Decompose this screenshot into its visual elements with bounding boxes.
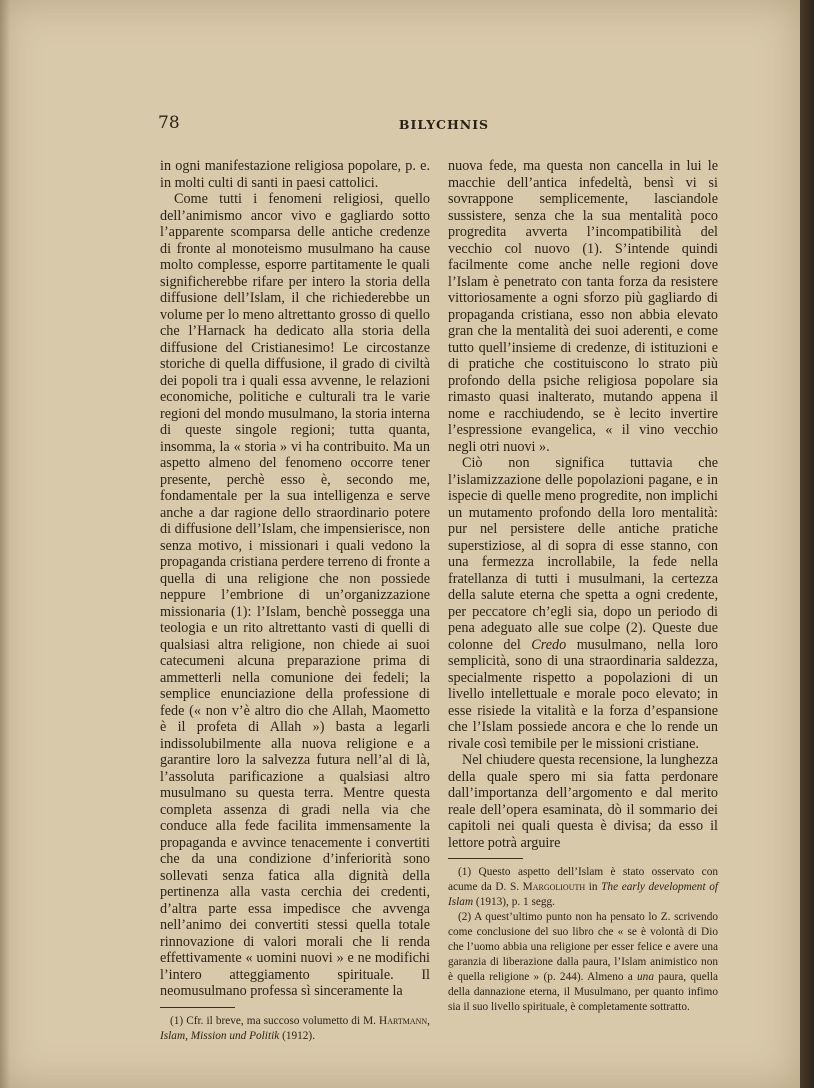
footnote [448,865,718,910]
right-column [448,158,718,1015]
footnote-text: (2) A quest’ultimo punto non ha pensato lo Z. scrivendo come conclusione del suo libro che « se è volontà di Dio che l’uomo abbia una religione per esser felice e avere una garanzia di liberazione dalla paura, l’Islam animistico non è quella religione » (p. 244). Almeno a [448,911,718,983]
footnote-text: (1) Cfr. il breve, ma succoso volumetto di M. [170,1014,380,1027]
footnote-title: Islam, Mission und Politik [160,1029,280,1042]
book-spine [800,0,814,1088]
footnote-text: in [585,881,602,893]
paragraph [448,455,718,752]
page-edge-shadow [0,0,10,1088]
page-header [158,113,730,137]
footnote-rule [448,858,523,859]
footnote-text: (1913), p. 1 segg. [473,896,556,908]
footnote-author: Margoliouth [522,881,586,893]
italic-word: una [637,971,654,983]
footnote-author: Hartmann [379,1014,428,1027]
paragraph: in ogni manifestazione religiosa popolare, p. e. in molti culti di santi in paesi cattolici. [160,158,430,191]
footnote-text: , [427,1014,430,1027]
left-column [160,158,430,1044]
paragraph-text: musulmano, nella loro semplicità, sono di una straordinaria saldezza, specialmente rispetto a popolazioni di un livello intellettuale e morale poco elevato; in esse risiede la vitalità e la forza d’espansione che l’Islam possiede ancora e che lo rende un rivale così temibile per le missioni cristiane. [448,636,718,752]
footnote-text: (1912). [279,1029,316,1042]
paragraph: nuova fede, ma questa non cancella in lui le macchie dell’antica infedeltà, bensì vi si sovrappone semplicemente, lasciandole sussistere, senza che la sua mentalità poco progredita avverta l’incompatibilità del vecchio col nuovo (1). S’intende quindi facilmente come anche nelle regioni dove l’Islam è penetrato con tanta forza da resistere vittoriosamente a ogni sforzo più gagliardo di propaganda cristiana, esso non abbia elevato gran che la mentalità dei suoi aderenti, e come tutto quell’insieme di credenze, di istituzioni e di pratiche che costituiscono lo strato più profondo della psiche religiosa popolare sia rimasto quasi inalterato, mutando appena il nome e racchiudendo, se è lecito invertire l’espressione evangelica, « il vino vecchio negli otri nuovi ». [448,158,718,455]
footnote [448,910,718,1015]
paragraph: Come tutti i fenomeni religiosi, quello dell’animismo ancor vivo e gagliardo sotto l’apparente scomparsa delle antiche credenze di fronte al monoteismo musulmano ha cause molto complesse, esporre partitamente le quali significherebbe rifare per intero la storia della diffusione dell’Islam, il che richiederebbe un volume per lo meno altrettanto grosso di quello che l’Harnack ha dedicato alla storia della diffusione del Cristianesimo! Le circostanze storiche di quella diffusione, il grado di civiltà dei popoli tra i quali essa avvenne, le relazioni economiche, politiche e culturali tra le varie regioni del mondo musulmano, la storia interna di queste singole regioni; tutta quanta, insomma, la « storia » vi ha contribuito. Ma un aspetto almeno del fenomeno occorre tener presente, perchè esso è, secondo me, fondamentale per la sua intelligenza e serve anche a dar ragione dello straordinario potere di diffusione dell’Islam, che impensierisce, non senza motivo, i missionari i quali vedono la propaganda cristiana perdere terreno di fronte a quella di una religione che non possiede neppure l’embrione di un’organizzazione missionaria (1): l’Islam, benchè possegga una teologia e un rito altrettanto vasti di quelli di qualsiasi altra religione, non chiede ai suoi catecumeni alcuna preparazione prima di ammetterli nella comunione dei fedeli; la semplice enunciazione della professione di fede (« non v’è altro dio che Allah, Maometto è il profeta di Allah ») basta a legarli indissolubilmente alla nuova religione e a garantire loro la salvezza futura nell’al di là, l’assoluta parificazione a qualsiasi altro musulmano su questa terra. Mentre questa completa assenza di gradi nella via che conduce alla fede facilita immensamente la propaganda e avvince tenacemente i convertiti che da una condizione d’inferiorità sono sollevati senza fatica alla dignità della pertinenza alla vasta cerchia dei credenti, d’altra parte essa impedisce che avvenga nell’animo dei convertiti stessi quella totale rinnovazione di valori morali che li renda effettivamente « uomini nuovi » e ne modifichi l’intero atteggiamento spirituale. Il neomusulmano professa sì sinceramente la [160,191,430,999]
footnote-rule [160,1007,235,1008]
footnote-text: (1) Questo aspetto dell’Islam è stato osservato con acume da D. S. [448,866,718,893]
footnote-title: The early development of Islam [448,881,718,908]
footnote [160,1014,430,1044]
italic-word: Credo [531,636,567,653]
footnote-text: paura, quella della dannazione eterna, il Musulmano, per quanto infimo sia il suo livello spirituale, è completamente sottratto. [448,971,718,1013]
paragraph-text: Ciò non significa tuttavia che l’islamizzazione delle popolazioni pagane, e in ispecie di quelle meno progredite, non implichi un mutamento profondo della loro mentalità: pur nel persistere delle antiche pratiche superstiziose, al di sopra di esse stanno, con una fermezza incrollabile, la fede nella fratellanza di tutti i musulmani, la certezza della salute eterna che spetta a ogni credente, per peccatore ch’egli sia, dopo un periodo di pena adeguato alle sue colpe (2). Queste due colonne del [448,455,718,653]
paragraph: Nel chiudere questa recensione, la lunghezza della quale spero mi sia fatta perdonare dall’importanza dell’argomento e dal merito reale dell’opera esaminata, dò il sommario dei capitoli nei quali questa è divisa; da esso il lettore potrà arguire [448,752,718,851]
running-title: BILYCHNIS [398,117,490,132]
page-number: 78 [158,113,180,133]
